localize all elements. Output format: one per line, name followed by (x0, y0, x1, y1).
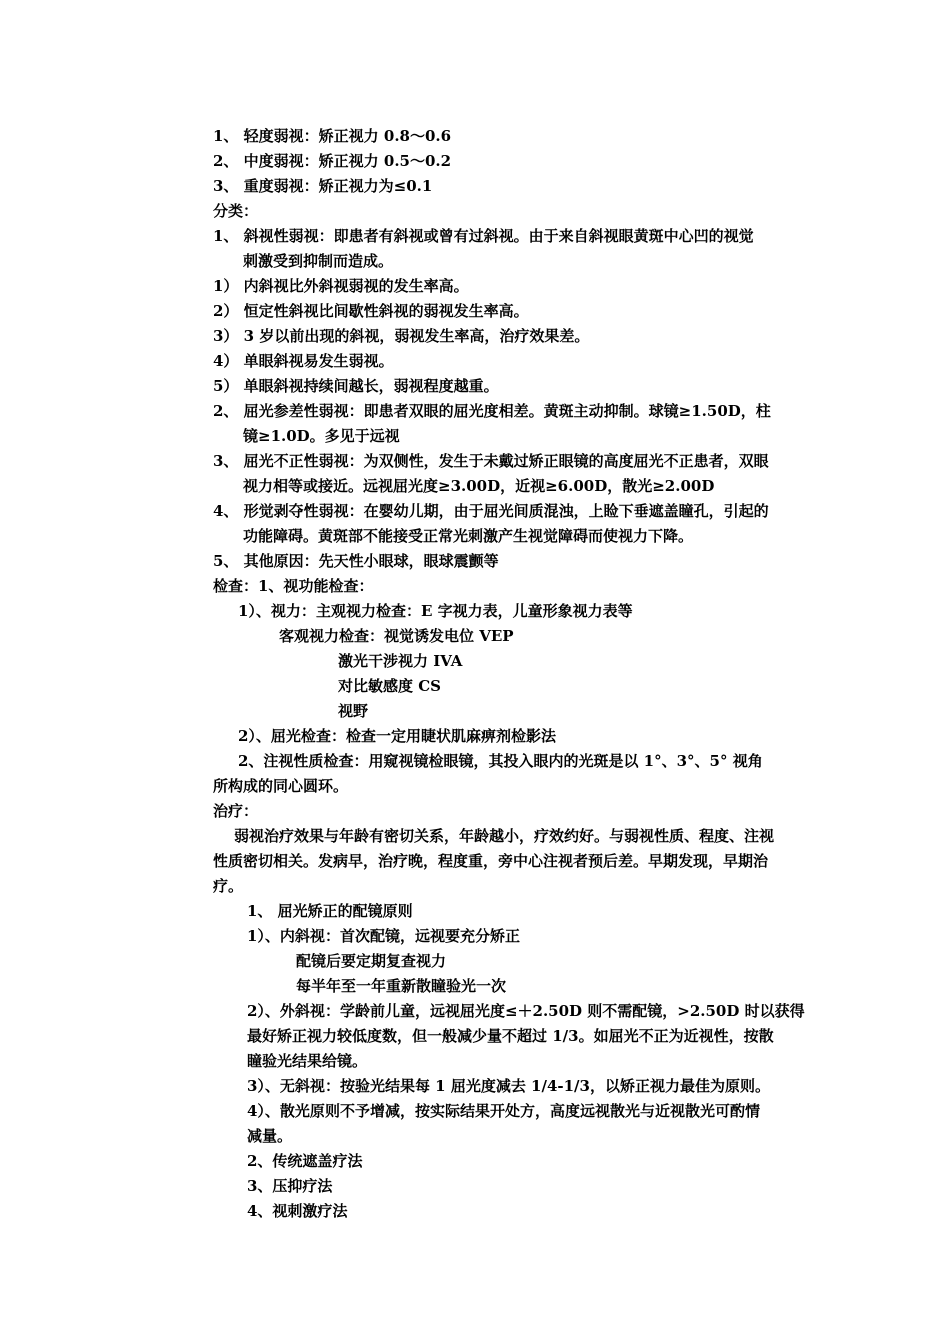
text-line: 疗。 (213, 877, 244, 895)
text-line: 刺激受到抑制而造成。 (243, 252, 394, 270)
text-line: 最好矫正视力较低度数，但一般减少量不超过 1/3。如屈光不正为近视性，按散 (247, 1027, 774, 1045)
text-line: 5） 单眼斜视持续间越长，弱视程度越重。 (213, 377, 499, 395)
text-line: 1、 斜视性弱视：即患者有斜视或曾有过斜视。由于来自斜视眼黄斑中心凹的视觉 (213, 227, 754, 245)
text-line: 功能障碍。黄斑部不能接受正常光刺激产生视觉障碍而使视力下降。 (243, 527, 694, 545)
text-line: 2、 屈光参差性弱视：即患者双眼的屈光度相差。黄斑主动抑制。球镜≥1.50D，柱 (213, 402, 771, 420)
text-line: 对比敏感度 CS (338, 677, 441, 695)
section-heading: 治疗： (213, 802, 259, 820)
text-line: 配镜后要定期复查视力 (296, 952, 447, 970)
text-line: 2、 中度弱视：矫正视力 0.5～0.2 (213, 152, 452, 170)
text-line: 2）、外斜视：学龄前儿童，远视屈光度≤＋2.50D 则不需配镜，>2.50D 时以获得 (247, 1002, 805, 1020)
text-line: 2） 恒定性斜视比间歇性斜视的弱视发生率高。 (213, 302, 529, 320)
text-line: 2、注视性质检查：用窥视镜检眼镜，其投入眼内的光斑是以 1°、3°、5° 视角 (238, 752, 763, 770)
text-line: 1、 屈光矫正的配镜原则 (247, 902, 413, 920)
text-line: 4、 形觉剥夺性弱视：在婴幼儿期，由于屈光间质混浊，上睑下垂遮盖瞳孔，引起的 (213, 502, 769, 520)
text-line: 客观视力检查：视觉诱发电位 VEP (279, 627, 514, 645)
section-heading: 分类： (213, 202, 259, 220)
text-line: 所构成的同心圆环。 (213, 777, 349, 795)
text-line: 视力相等或接近。远视屈光度≥3.00D，近视≥6.00D，散光≥2.00D (243, 477, 715, 495)
text-line: 4） 单眼斜视易发生弱视。 (213, 352, 394, 370)
text-line: 4、视刺激疗法 (247, 1202, 348, 1220)
text-line: 1、 轻度弱视：矫正视力 0.8～0.6 (213, 127, 452, 145)
text-line: 3、压抑疗法 (247, 1177, 333, 1195)
text-line: 瞳验光结果给镜。 (247, 1052, 368, 1070)
text-line: 4）、散光原则不予增减，按实际结果开处方，高度远视散光与近视散光可酌情 (247, 1102, 760, 1120)
text-line: 3、 重度弱视：矫正视力为≤0.1 (213, 177, 433, 195)
text-line: 3）、无斜视：按验光结果每 1 屈光度减去 1/4-1/3，以矫正视力最佳为原则。 (247, 1077, 770, 1095)
text-line: 性质密切相关。发病早，治疗晚，程度重，旁中心注视者预后差。早期发现，早期治 (213, 852, 769, 870)
text-line: 1） 内斜视比外斜视弱视的发生率高。 (213, 277, 469, 295)
text-line: 视野 (338, 702, 369, 720)
text-line: 镜≥1.0D。多见于远视 (243, 427, 400, 445)
text-line: 3、 屈光不正性弱视：为双侧性，发生于未戴过矫正眼镜的高度屈光不正患者，双眼 (213, 452, 769, 470)
text-line: 2、传统遮盖疗法 (247, 1152, 363, 1170)
text-line: 弱视治疗效果与年龄有密切关系，年龄越小，疗效约好。与弱视性质、程度、注视 (234, 827, 775, 845)
section-heading: 检查：1、视功能检查： (213, 577, 374, 595)
text-line: 5、 其他原因：先天性小眼球，眼球震颤等 (213, 552, 499, 570)
text-line: 减量。 (247, 1127, 293, 1145)
text-line: 1）、内斜视：首次配镜，远视要充分矫正 (247, 927, 520, 945)
text-line: 1）、视力：主观视力检查：E 字视力表，儿童形象视力表等 (238, 602, 633, 620)
text-line: 2）、屈光检查：检查一定用睫状肌麻痹剂检影法 (238, 727, 556, 745)
text-line: 每半年至一年重新散瞳验光一次 (296, 977, 507, 995)
text-line: 3） 3 岁以前出现的斜视，弱视发生率高，治疗效果差。 (213, 327, 590, 345)
text-line: 激光干涉视力 IVA (338, 652, 463, 670)
